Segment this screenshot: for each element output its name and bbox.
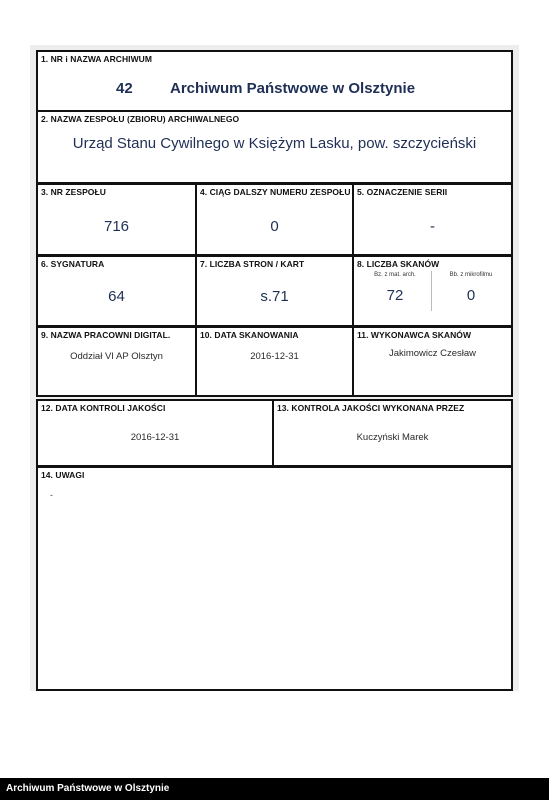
scan-date-value: 2016-12-31 [250, 351, 299, 362]
archive-number: 42 [116, 80, 133, 97]
qc-by-label: 13. KONTROLA JAKOŚCI WYKONANA PRZEZ [277, 403, 465, 413]
scans-label: 8. LICZBA SKANÓW [357, 259, 440, 269]
series-label: 5. OZNACZENIE SERII [357, 187, 448, 197]
footer-bar [0, 778, 549, 800]
digitization-lab-label: 9. NAZWA PRACOWNI DIGITAL. [41, 330, 171, 340]
notes-value: - [50, 490, 53, 500]
qc-by-cell [272, 399, 513, 467]
scanner-value: Jakimowicz Czesław [388, 348, 477, 359]
fonds-name-label: 2. NAZWA ZESPOŁU (ZBIORU) ARCHIWALNEGO [41, 114, 240, 124]
qc-date-value: 2016-12-31 [130, 432, 180, 443]
scan-date-label: 10. DATA SKANOWANIA [200, 330, 299, 340]
scans-microfilm-value: 0 [466, 287, 476, 304]
scan-date-cell [195, 326, 354, 397]
digitization-lab-value: Oddział VI AP Olsztyn [70, 351, 163, 362]
scans-microfilm-label: Bb. z mikrofilmu [449, 272, 493, 278]
fonds-number-value: 716 [103, 218, 130, 235]
pages-value: s.71 [260, 288, 289, 305]
metadata-form [30, 45, 519, 691]
scans-cell [352, 255, 513, 327]
series-cell [352, 183, 513, 256]
qc-by-value: Kuczyński Marek [356, 432, 429, 443]
signature-label: 6. SYGNATURA [41, 259, 105, 269]
fonds-number-cell [36, 183, 197, 256]
notes-label: 14. UWAGI [41, 470, 85, 480]
series-value: - [430, 218, 435, 235]
fonds-name-value: Urząd Stanu Cywilnego w Księżym Lasku, pow. szczycieński [72, 135, 477, 152]
qc-date-cell [36, 399, 274, 467]
scans-archival-value: 72 [386, 287, 404, 304]
scanner-label: 11. WYKONAWCA SKANÓW [357, 330, 472, 340]
archive-label: 1. NR i NAZWA ARCHIWUM [41, 54, 152, 64]
digitization-lab-cell [36, 326, 197, 397]
fonds-number-label: 3. NR ZESPOŁU [41, 187, 106, 197]
fonds-name-cell [36, 110, 513, 184]
footer-text: Archiwum Państwowe w Olsztynie [6, 783, 170, 794]
signature-cell [36, 255, 197, 327]
pages-label: 7. LICZBA STRON / KART [200, 259, 305, 269]
fonds-continuation-label: 4. CIĄG DALSZY NUMERU ZESPOŁU [200, 187, 351, 197]
fonds-continuation-value: 0 [270, 218, 279, 235]
fonds-continuation-cell [195, 183, 354, 256]
pages-cell [195, 255, 354, 327]
notes-cell [36, 466, 513, 691]
scans-archival-label: Bz. z mat. arch. [374, 272, 416, 278]
scans-divider [431, 271, 432, 311]
archive-name: Archiwum Państwowe w Olsztynie [170, 80, 416, 97]
signature-value: 64 [108, 288, 125, 305]
archive-cell [36, 50, 513, 112]
scanner-cell [352, 326, 513, 397]
qc-date-label: 12. DATA KONTROLI JAKOŚCI [41, 403, 166, 413]
